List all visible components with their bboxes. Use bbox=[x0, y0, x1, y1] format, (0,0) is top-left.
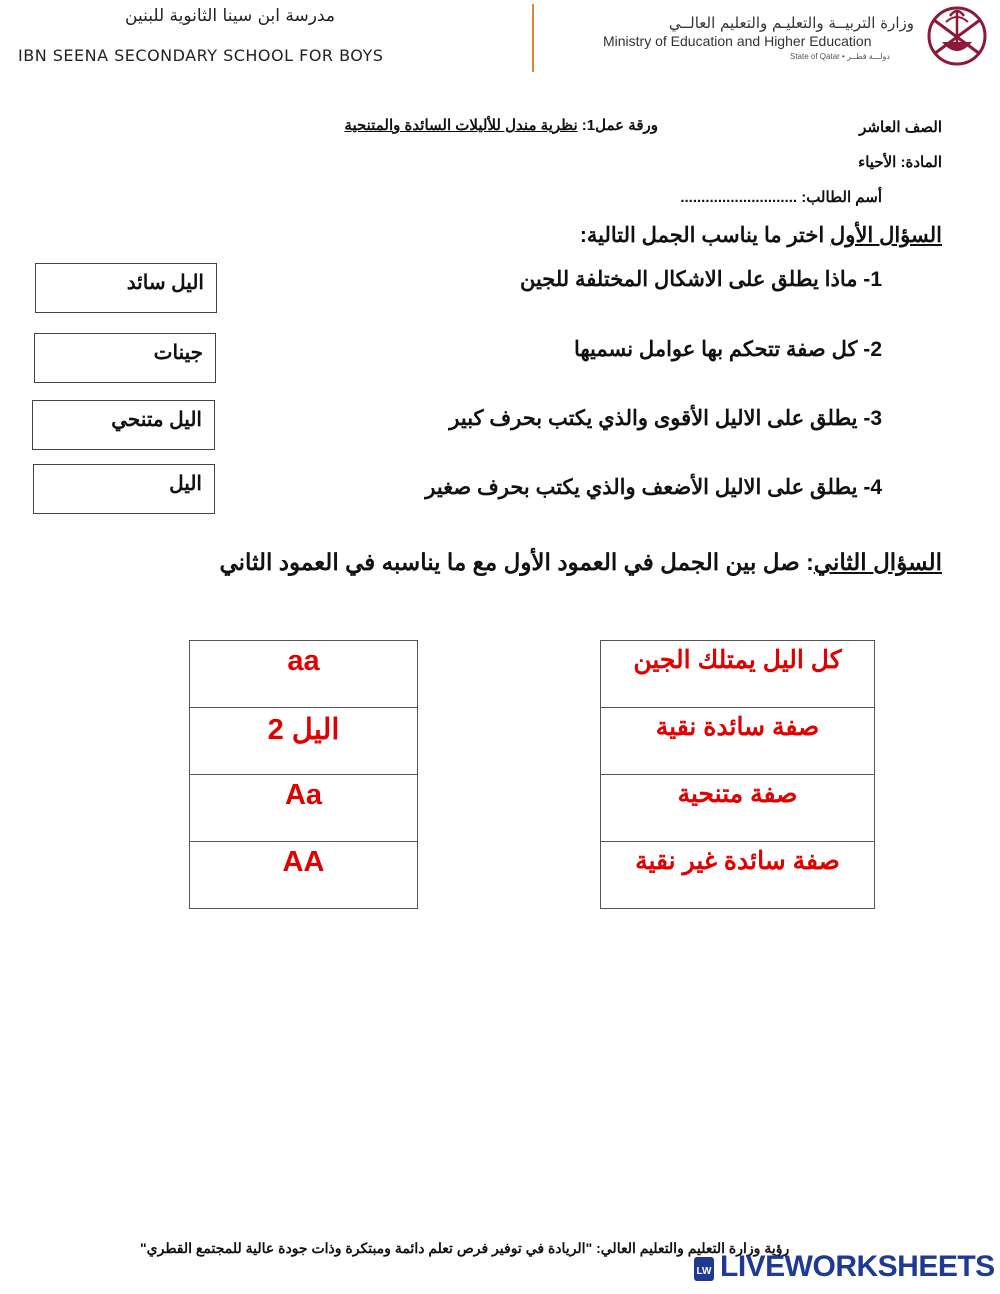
answer-box[interactable]: اليل متنحي bbox=[32, 400, 215, 450]
matching-cell-right[interactable]: صفة متنحية bbox=[601, 775, 875, 842]
qatar-emblem-icon bbox=[920, 2, 994, 68]
matching-cell-left[interactable]: aa bbox=[190, 641, 418, 708]
matching-column-right bbox=[600, 640, 875, 909]
worksheet-prefix: ورقة عمل1: bbox=[577, 117, 658, 134]
question-1-item: 2- كل صفة تتحكم بها عوامل نسميها bbox=[573, 338, 882, 361]
grade-label: الصف العاشر bbox=[859, 119, 942, 136]
question-1-item: 1- ماذا يطلق على الاشكال المختلفة للجين bbox=[519, 268, 882, 291]
matching-cell-right[interactable]: صفة سائدة نقية bbox=[601, 708, 875, 775]
worksheet-title bbox=[344, 116, 658, 134]
question-1-prompt: اختر ما يناسب الجمل التالية: bbox=[579, 224, 831, 247]
matching-cell-left[interactable]: Aa bbox=[190, 775, 418, 842]
matching-cell-right[interactable]: صفة سائدة غير نقية bbox=[601, 842, 875, 909]
question-1-item: 4- يطلق على الاليل الأضعف والذي يكتب بحرف صغير bbox=[425, 476, 882, 499]
matching-cell-right[interactable]: كل اليل يمتلك الجين bbox=[601, 641, 875, 708]
question-1-heading bbox=[580, 223, 942, 248]
answer-box[interactable]: اليل سائد bbox=[35, 263, 217, 313]
worksheet-topic: نظرية مندل للأليلات السائدة والمتنحية bbox=[344, 117, 578, 134]
liveworksheets-brand[interactable]: LIVEWORKSHEETS bbox=[720, 1250, 995, 1283]
matching-column-left bbox=[189, 640, 418, 909]
question-1-item: 3- يطلق على الاليل الأقوى والذي يكتب بحرف كبير bbox=[449, 407, 882, 430]
question-2-label: السؤال الثاني bbox=[813, 549, 942, 575]
school-name-arabic: مدرسة ابن سينا الثانوية للبنين bbox=[125, 6, 336, 26]
ministry-vision-statement: رؤية وزارة التعليم والتعليم العالي: "الريادة في توفير فرص تعلم دائمة ومبتكرة وذات جودة عالية للمجتمع القطري" bbox=[140, 1240, 790, 1256]
question-1-label: السؤال الأول bbox=[830, 224, 942, 247]
liveworksheets-logo-icon bbox=[693, 1256, 715, 1282]
answer-box[interactable]: اليل bbox=[33, 464, 215, 514]
student-name-line: أسم الطالب: ............................ bbox=[680, 189, 882, 206]
ministry-state-label: State of Qatar • دولـــة قطــر bbox=[790, 52, 890, 61]
matching-cell-left[interactable]: AA bbox=[190, 842, 418, 909]
question-2-prompt: : صل بين الجمل في العمود الأول مع ما يناسبه في العمود الثاني bbox=[219, 549, 814, 575]
school-name-english: IBN SEENA SECONDARY SCHOOL FOR BOYS bbox=[18, 46, 384, 65]
liveworksheets-badge-text: LW bbox=[696, 1266, 712, 1277]
matching-cell-left[interactable]: 2 اليل bbox=[190, 708, 418, 775]
header-divider bbox=[532, 4, 534, 72]
question-2-heading bbox=[219, 549, 942, 576]
subject-label: المادة: الأحياء bbox=[858, 154, 942, 171]
ministry-name-english: Ministry of Education and Higher Education bbox=[603, 33, 872, 49]
answer-box[interactable]: جينات bbox=[34, 333, 216, 383]
ministry-name-arabic: وزارة التربيــة والتعليـم والتعليم العالــي bbox=[668, 14, 914, 32]
